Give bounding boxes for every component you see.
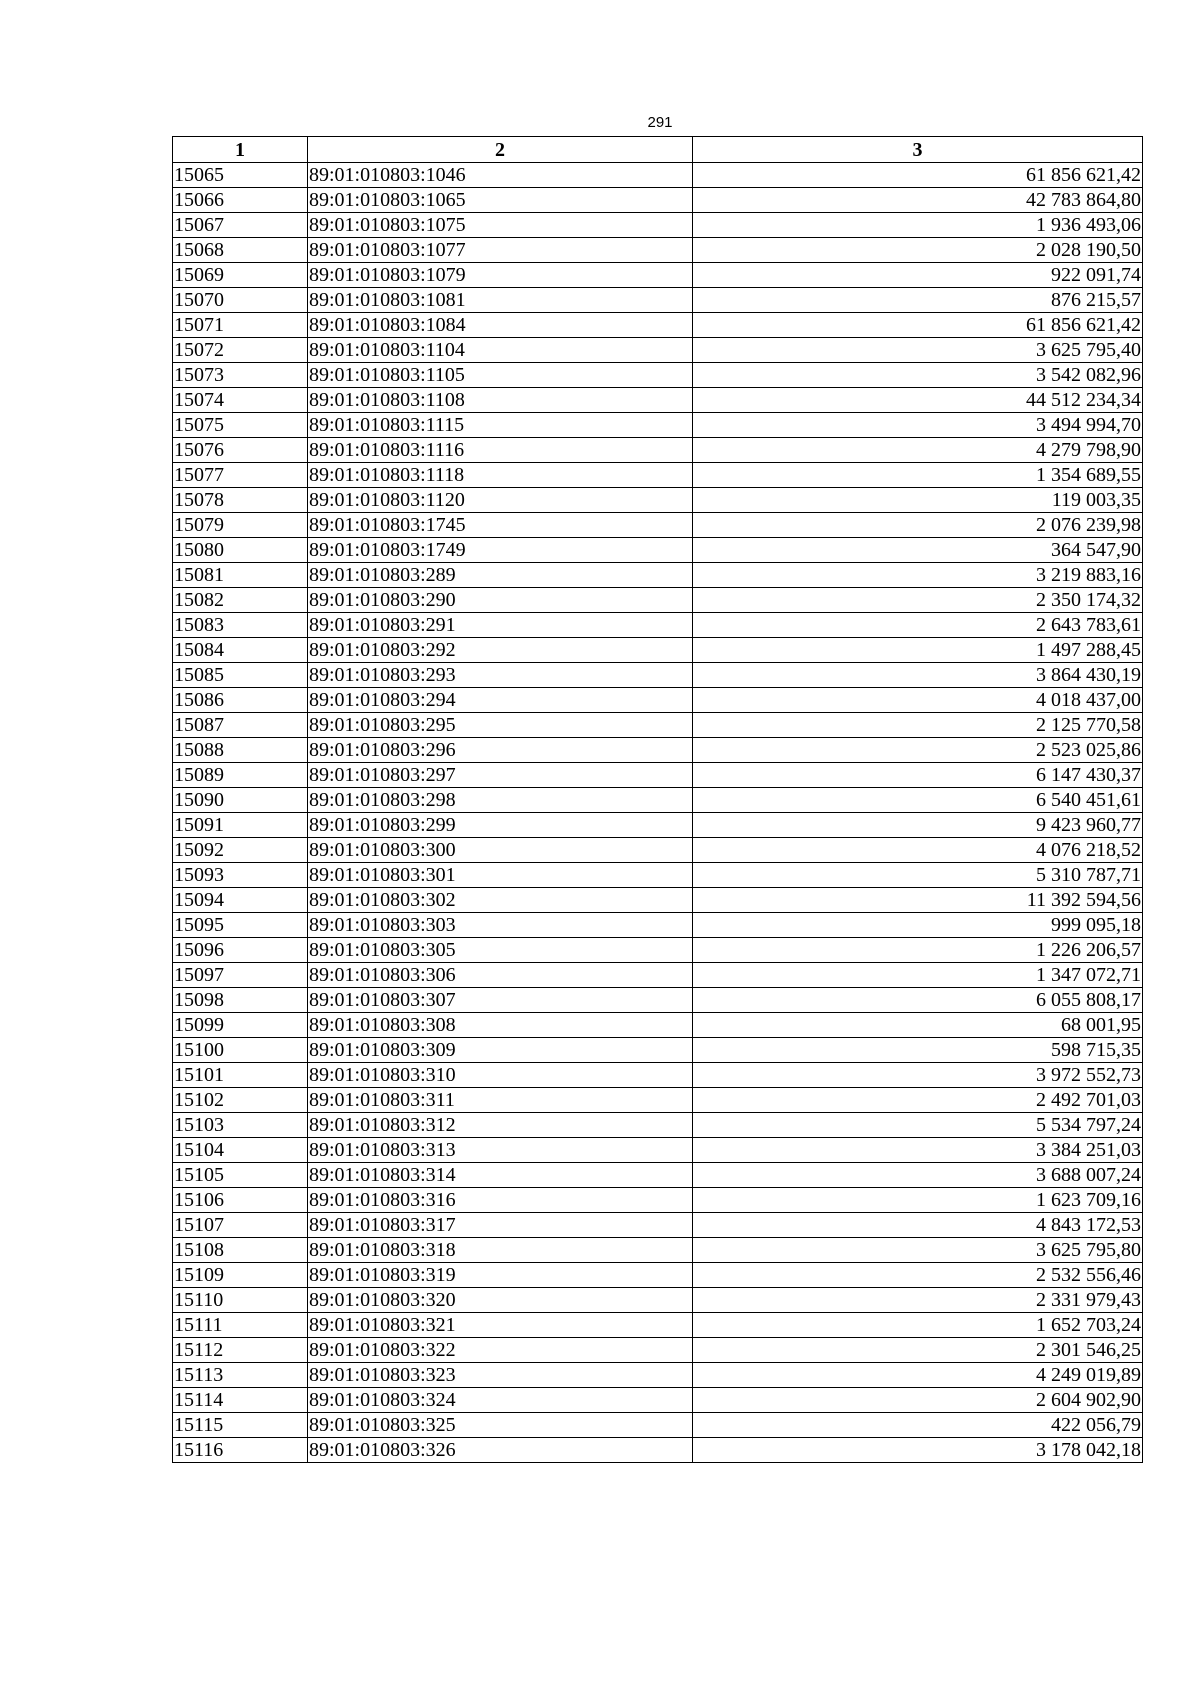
row-number-cell: 15083 [173,613,308,638]
row-number-cell: 15096 [173,938,308,963]
column-header-2: 2 [308,137,693,163]
cadastral-value-cell: 2 301 546,25 [693,1338,1143,1363]
row-number-cell: 15085 [173,663,308,688]
table-row [173,1213,1143,1238]
cadastral-value-cell: 4 076 218,52 [693,838,1143,863]
cadastral-value-table [172,136,1143,1463]
cadastral-number-cell: 89:01:010803:323 [308,1363,693,1388]
cadastral-value-cell: 3 864 430,19 [693,663,1143,688]
cadastral-number-cell: 89:01:010803:1115 [308,413,693,438]
cadastral-number-cell: 89:01:010803:1104 [308,338,693,363]
table-row [173,1088,1143,1113]
cadastral-number-cell: 89:01:010803:322 [308,1338,693,1363]
cadastral-number-cell: 89:01:010803:1079 [308,263,693,288]
cadastral-number-cell: 89:01:010803:305 [308,938,693,963]
row-number-cell: 15095 [173,913,308,938]
cadastral-number-cell: 89:01:010803:1745 [308,513,693,538]
table-row [173,1263,1143,1288]
table-row [173,1063,1143,1088]
row-number-cell: 15098 [173,988,308,1013]
row-number-cell: 15106 [173,1188,308,1213]
table-row [173,463,1143,488]
row-number-cell: 15077 [173,463,308,488]
cadastral-number-cell: 89:01:010803:308 [308,1013,693,1038]
cadastral-number-cell: 89:01:010803:289 [308,563,693,588]
cadastral-number-cell: 89:01:010803:313 [308,1138,693,1163]
table-row [173,1013,1143,1038]
table-row [173,888,1143,913]
cadastral-value-cell: 119 003,35 [693,488,1143,513]
cadastral-value-cell: 6 147 430,37 [693,763,1143,788]
cadastral-value-cell: 2 028 190,50 [693,238,1143,263]
table-row [173,1313,1143,1338]
cadastral-number-cell: 89:01:010803:300 [308,838,693,863]
table-row [173,288,1143,313]
table-row [173,963,1143,988]
table-row [173,163,1143,188]
row-number-cell: 15097 [173,963,308,988]
page-number: 291 [647,114,673,131]
cadastral-value-cell: 4 249 019,89 [693,1363,1143,1388]
cadastral-number-cell: 89:01:010803:303 [308,913,693,938]
row-number-cell: 15075 [173,413,308,438]
cadastral-value-cell: 2 350 174,32 [693,588,1143,613]
cadastral-value-cell: 2 331 979,43 [693,1288,1143,1313]
cadastral-value-cell: 3 384 251,03 [693,1138,1143,1163]
cadastral-value-cell: 3 178 042,18 [693,1438,1143,1463]
cadastral-number-cell: 89:01:010803:306 [308,963,693,988]
cadastral-value-cell: 42 783 864,80 [693,188,1143,213]
table-row [173,363,1143,388]
table-row [173,1388,1143,1413]
row-number-cell: 15066 [173,188,308,213]
cadastral-number-cell: 89:01:010803:311 [308,1088,693,1113]
cadastral-number-cell: 89:01:010803:317 [308,1213,693,1238]
row-number-cell: 15084 [173,638,308,663]
row-number-cell: 15111 [173,1313,308,1338]
cadastral-value-cell: 2 643 783,61 [693,613,1143,638]
cadastral-value-cell: 6 540 451,61 [693,788,1143,813]
cadastral-value-cell: 1 497 288,45 [693,638,1143,663]
table-body [173,163,1143,1463]
row-number-cell: 15115 [173,1413,308,1438]
cadastral-value-cell: 4 018 437,00 [693,688,1143,713]
cadastral-number-cell: 89:01:010803:291 [308,613,693,638]
cadastral-number-cell: 89:01:010803:290 [308,588,693,613]
table-row [173,1038,1143,1063]
cadastral-number-cell: 89:01:010803:319 [308,1263,693,1288]
row-number-cell: 15068 [173,238,308,263]
cadastral-value-cell: 1 354 689,55 [693,463,1143,488]
table-row [173,788,1143,813]
row-number-cell: 15112 [173,1338,308,1363]
cadastral-value-cell: 1 347 072,71 [693,963,1143,988]
table-row [173,413,1143,438]
cadastral-value-cell: 1 936 493,06 [693,213,1143,238]
cadastral-number-cell: 89:01:010803:1120 [308,488,693,513]
cadastral-number-cell: 89:01:010803:325 [308,1413,693,1438]
row-number-cell: 15108 [173,1238,308,1263]
row-number-cell: 15082 [173,588,308,613]
row-number-cell: 15089 [173,763,308,788]
cadastral-value-cell: 44 512 234,34 [693,388,1143,413]
cadastral-number-cell: 89:01:010803:301 [308,863,693,888]
cadastral-value-cell: 11 392 594,56 [693,888,1143,913]
row-number-cell: 15087 [173,713,308,738]
cadastral-value-cell: 3 625 795,80 [693,1238,1143,1263]
row-number-cell: 15081 [173,563,308,588]
cadastral-number-cell: 89:01:010803:1084 [308,313,693,338]
column-header-3: 3 [693,137,1143,163]
row-number-cell: 15099 [173,1013,308,1038]
cadastral-value-cell: 3 972 552,73 [693,1063,1143,1088]
cadastral-number-cell: 89:01:010803:1116 [308,438,693,463]
table-row [173,988,1143,1013]
cadastral-number-cell: 89:01:010803:309 [308,1038,693,1063]
row-number-cell: 15065 [173,163,308,188]
table-row [173,563,1143,588]
row-number-cell: 15090 [173,788,308,813]
row-number-cell: 15078 [173,488,308,513]
cadastral-number-cell: 89:01:010803:1081 [308,288,693,313]
table-row [173,1238,1143,1263]
cadastral-value-cell: 3 625 795,40 [693,338,1143,363]
column-header-1: 1 [173,137,308,163]
cadastral-value-cell: 4 279 798,90 [693,438,1143,463]
row-number-cell: 15116 [173,1438,308,1463]
cadastral-number-cell: 89:01:010803:292 [308,638,693,663]
table-row [173,638,1143,663]
cadastral-value-cell: 2 532 556,46 [693,1263,1143,1288]
row-number-cell: 15072 [173,338,308,363]
row-number-cell: 15069 [173,263,308,288]
cadastral-number-cell: 89:01:010803:1108 [308,388,693,413]
table-row [173,513,1143,538]
table-row [173,663,1143,688]
cadastral-value-cell: 3 494 994,70 [693,413,1143,438]
cadastral-value-cell: 2 125 770,58 [693,713,1143,738]
table-row [173,1188,1143,1213]
cadastral-number-cell: 89:01:010803:302 [308,888,693,913]
row-number-cell: 15067 [173,213,308,238]
cadastral-number-cell: 89:01:010803:298 [308,788,693,813]
table-row [173,338,1143,363]
cadastral-value-cell: 3 542 082,96 [693,363,1143,388]
cadastral-value-cell: 6 055 808,17 [693,988,1143,1013]
cadastral-value-cell: 2 523 025,86 [693,738,1143,763]
cadastral-number-cell: 89:01:010803:320 [308,1288,693,1313]
table-row [173,913,1143,938]
cadastral-number-cell: 89:01:010803:316 [308,1188,693,1213]
cadastral-number-cell: 89:01:010803:307 [308,988,693,1013]
table-header [173,137,1143,163]
cadastral-number-cell: 89:01:010803:296 [308,738,693,763]
table-row [173,1138,1143,1163]
row-number-cell: 15100 [173,1038,308,1063]
cadastral-number-cell: 89:01:010803:299 [308,813,693,838]
table-row [173,1338,1143,1363]
cadastral-value-cell: 1 226 206,57 [693,938,1143,963]
row-number-cell: 15113 [173,1363,308,1388]
table-row [173,613,1143,638]
table-row [173,1438,1143,1463]
cadastral-value-cell: 876 215,57 [693,288,1143,313]
row-number-cell: 15092 [173,838,308,863]
row-number-cell: 15102 [173,1088,308,1113]
cadastral-value-cell: 61 856 621,42 [693,163,1143,188]
cadastral-value-cell: 5 310 787,71 [693,863,1143,888]
row-number-cell: 15080 [173,538,308,563]
cadastral-number-cell: 89:01:010803:318 [308,1238,693,1263]
table-row [173,388,1143,413]
cadastral-number-cell: 89:01:010803:295 [308,713,693,738]
table-row [173,313,1143,338]
table-row [173,763,1143,788]
row-number-cell: 15114 [173,1388,308,1413]
table-row [173,1413,1143,1438]
cadastral-number-cell: 89:01:010803:1075 [308,213,693,238]
row-number-cell: 15101 [173,1063,308,1088]
table-row [173,738,1143,763]
cadastral-value-cell: 61 856 621,42 [693,313,1143,338]
row-number-cell: 15105 [173,1163,308,1188]
cadastral-value-cell: 4 843 172,53 [693,1213,1143,1238]
cadastral-number-cell: 89:01:010803:321 [308,1313,693,1338]
row-number-cell: 15103 [173,1113,308,1138]
cadastral-number-cell: 89:01:010803:324 [308,1388,693,1413]
cadastral-value-cell: 422 056,79 [693,1413,1143,1438]
row-number-cell: 15070 [173,288,308,313]
table-row [173,438,1143,463]
cadastral-number-cell: 89:01:010803:1065 [308,188,693,213]
row-number-cell: 15071 [173,313,308,338]
cadastral-value-cell: 2 076 239,98 [693,513,1143,538]
cadastral-value-cell: 9 423 960,77 [693,813,1143,838]
cadastral-number-cell: 89:01:010803:294 [308,688,693,713]
cadastral-number-cell: 89:01:010803:1118 [308,463,693,488]
cadastral-value-cell: 3 219 883,16 [693,563,1143,588]
table-row [173,1288,1143,1313]
cadastral-number-cell: 89:01:010803:326 [308,1438,693,1463]
cadastral-value-cell: 3 688 007,24 [693,1163,1143,1188]
cadastral-value-cell: 5 534 797,24 [693,1113,1143,1138]
cadastral-number-cell: 89:01:010803:1046 [308,163,693,188]
table-row [173,838,1143,863]
table-row [173,188,1143,213]
cadastral-number-cell: 89:01:010803:293 [308,663,693,688]
row-number-cell: 15107 [173,1213,308,1238]
cadastral-number-cell: 89:01:010803:297 [308,763,693,788]
cadastral-value-cell: 999 095,18 [693,913,1143,938]
row-number-cell: 15088 [173,738,308,763]
table-row [173,938,1143,963]
row-number-cell: 15094 [173,888,308,913]
row-number-cell: 15086 [173,688,308,713]
row-number-cell: 15109 [173,1263,308,1288]
row-number-cell: 15079 [173,513,308,538]
cadastral-value-cell: 1 652 703,24 [693,1313,1143,1338]
cadastral-number-cell: 89:01:010803:1749 [308,538,693,563]
table-row [173,1163,1143,1188]
cadastral-number-cell: 89:01:010803:312 [308,1113,693,1138]
cadastral-number-cell: 89:01:010803:310 [308,1063,693,1088]
row-number-cell: 15076 [173,438,308,463]
table-row [173,538,1143,563]
row-number-cell: 15110 [173,1288,308,1313]
row-number-cell: 15074 [173,388,308,413]
row-number-cell: 15104 [173,1138,308,1163]
cadastral-value-cell: 68 001,95 [693,1013,1143,1038]
table-row [173,713,1143,738]
table-row [173,588,1143,613]
cadastral-number-cell: 89:01:010803:1105 [308,363,693,388]
row-number-cell: 15073 [173,363,308,388]
table-row [173,488,1143,513]
cadastral-value-cell: 364 547,90 [693,538,1143,563]
row-number-cell: 15093 [173,863,308,888]
row-number-cell: 15091 [173,813,308,838]
table-row [173,1363,1143,1388]
table-row [173,863,1143,888]
cadastral-value-cell: 598 715,35 [693,1038,1143,1063]
table-row [173,238,1143,263]
table-row [173,263,1143,288]
cadastral-number-cell: 89:01:010803:314 [308,1163,693,1188]
cadastral-value-cell: 2 604 902,90 [693,1388,1143,1413]
cadastral-value-cell: 2 492 701,03 [693,1088,1143,1113]
cadastral-value-cell: 1 623 709,16 [693,1188,1143,1213]
cadastral-number-cell: 89:01:010803:1077 [308,238,693,263]
header-row [173,137,1143,163]
table-row [173,1113,1143,1138]
table-row [173,688,1143,713]
cadastral-value-cell: 922 091,74 [693,263,1143,288]
table-row [173,213,1143,238]
table-row [173,813,1143,838]
